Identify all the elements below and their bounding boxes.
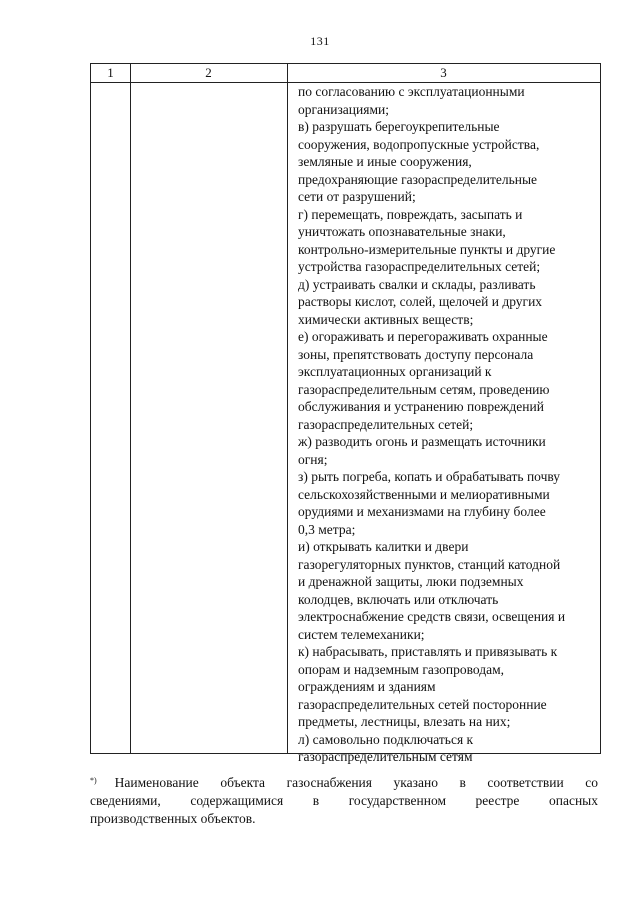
column-divider-1 — [130, 64, 131, 753]
column-3-line: газораспределительных сетей; — [298, 416, 474, 432]
column-3-line: е) огораживать и перегораживать охранные — [298, 329, 548, 344]
column-3-line: растворы кислот, солей, щелочей и других — [298, 294, 543, 309]
column-3-line: и) открывать калитки и двери — [298, 539, 469, 554]
column-3-line: сооружения, водопропускные устройства, — [298, 136, 540, 152]
column-3-line: и дренажной защиты, люки подземных — [298, 574, 524, 589]
column-3-line: электроснабжение средств связи, освещения и — [298, 609, 566, 624]
column-3-line: г) перемещать, повреждать, засыпать и — [298, 206, 523, 222]
column-3-line: газораспределительным сетям, проведению — [298, 381, 550, 397]
column-3-line: химически активных веществ; — [298, 311, 474, 327]
column-3-line: эксплуатационных организаций к — [298, 364, 492, 379]
column-3-line: л) самовольно подключаться к — [298, 731, 474, 747]
column-3-line: газорегуляторных пунктов, станций катодной — [298, 556, 561, 572]
column-3-line: газораспределительных сетей посторонние — [298, 696, 547, 712]
column-3-line: устройства газораспределительных сетей; — [298, 259, 541, 274]
table-header-row — [91, 64, 600, 83]
column-3-line: уничтожать опознавательные знаки, — [298, 224, 506, 239]
header-cell-1: 1 — [107, 65, 114, 80]
column-3-line: орудиями и механизмами на глубину более — [298, 504, 546, 519]
footnote-line: производственных объектов. — [90, 811, 256, 826]
column-3-line: систем телемеханики; — [298, 626, 425, 642]
column-divider-2 — [287, 64, 288, 753]
column-3-line: земляные и иные сооружения, — [298, 154, 472, 169]
column-3-line: контрольно-измерительные пункты и другие — [298, 241, 556, 257]
column-3-line: колодцев, включать или отключать — [298, 591, 499, 607]
column-3-line: ограждениям и зданиям — [298, 679, 436, 694]
column-3-line: д) устраивать свалки и склады, разливать — [298, 276, 536, 292]
column-3-line: 0,3 метра; — [298, 521, 356, 537]
column-3-line: по согласованию с эксплуатационными — [298, 84, 525, 99]
column-3-line: предохраняющие газораспределительные — [298, 171, 538, 187]
column-3-line: газораспределительным сетям — [298, 749, 473, 764]
column-3-line: ж) разводить огонь и размещать источники — [298, 434, 546, 449]
column-3-line: огня; — [298, 451, 328, 467]
footnote-line — [90, 774, 598, 792]
column-3-line: сети от разрушений; — [298, 189, 416, 204]
footnote-mark: *) — [90, 776, 97, 785]
column-3-line: предметы, лестницы, влезать на них; — [298, 714, 511, 729]
header-cell-2: 2 — [205, 65, 212, 80]
header-cell-3: 3 — [440, 65, 447, 80]
column-3-line: опорам и надземным газопроводам, — [298, 661, 504, 677]
requirements-table — [90, 63, 601, 764]
column-3-line: в) разрушать берегоукрепительные — [298, 119, 500, 134]
column-3-line: сельскохозяйственными и мелиоративными — [298, 486, 550, 502]
column-3-line: к) набрасывать, приставлять и привязывать к — [298, 644, 558, 659]
page-number: 131 — [310, 34, 330, 48]
footnote-text: Наименование объекта газоснабжения указано в соответствии со — [114, 775, 598, 790]
column-3-line: обслуживания и устранению повреждений — [298, 399, 544, 414]
footnote — [90, 774, 598, 828]
column-3-text — [298, 83, 598, 766]
column-3-line: организациями; — [298, 101, 389, 117]
column-3-line: з) рыть погреба, копать и обрабатывать почву — [298, 469, 561, 484]
column-3-line: зоны, препятствовать доступу персонала — [298, 346, 534, 362]
footnote-line: сведениями, содержащимися в государственном реестре опасных — [90, 793, 598, 808]
